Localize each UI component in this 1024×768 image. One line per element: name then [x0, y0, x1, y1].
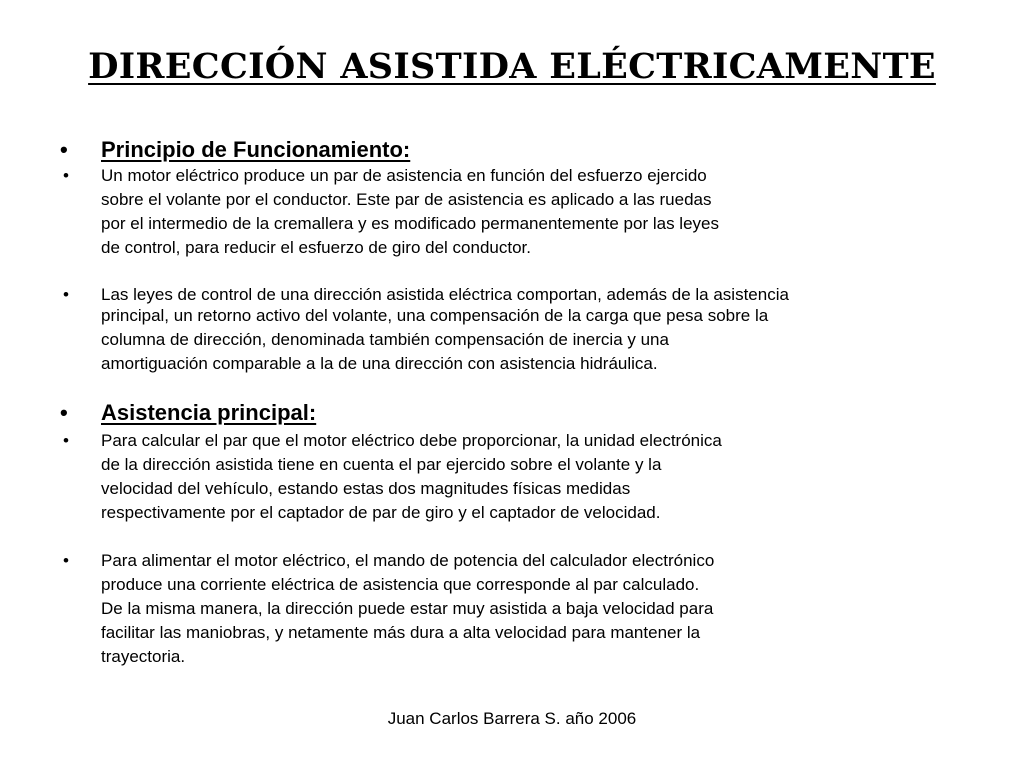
paragraph-line: principal, un retorno activo del volante, una compensación de la carga que pesa sobre la	[101, 306, 769, 325]
paragraph-line: por el intermedio de la cremallera y es modificado permanentemente por las leyes	[101, 214, 719, 233]
paragraph-line: facilitar las maniobras, y netamente más dura a alta velocidad para mantener la	[101, 623, 701, 642]
paragraph-line: respectivamente por el captador de par de giro y el captador de velocidad.	[101, 503, 661, 522]
paragraph-line: columna de dirección, denominada también compensación de inercia y una	[101, 330, 669, 349]
bullet-icon: •	[63, 551, 69, 570]
paragraph-line: de la dirección asistida tiene en cuenta el par ejercido sobre el volante y la	[101, 455, 662, 474]
paragraph-line: velocidad del vehículo, estando estas dos magnitudes físicas medidas	[101, 479, 631, 498]
paragraph-lines	[101, 429, 941, 525]
section-heading-label: Principio de Funcionamiento:	[101, 137, 411, 162]
paragraph-line: Un motor eléctrico produce un par de asistencia en función del esfuerzo ejercido	[101, 166, 707, 185]
paragraph-line: Para calcular el par que el motor eléctrico debe proporcionar, la unidad electrónica	[101, 431, 722, 450]
paragraph-line: de control, para reducir el esfuerzo de giro del conductor.	[101, 238, 531, 257]
paragraph-line: sobre el volante por el conductor. Este par de asistencia es aplicado a las ruedas	[101, 190, 712, 209]
paragraph-line: trayectoria.	[101, 647, 186, 666]
paragraph-line: produce una corriente eléctrica de asistencia que corresponde al par calculado.	[101, 575, 700, 594]
slide-title	[0, 44, 1024, 90]
footer-credit: Juan Carlos Barrera S. año 2006	[387, 709, 637, 728]
bullet-icon: •	[63, 285, 69, 304]
slide-title-text: DIRECCIÓN ASISTIDA ELÉCTRICAMENTE	[88, 46, 936, 87]
paragraph-line: Para alimentar el motor eléctrico, el mando de potencia del calculador electrónico	[101, 551, 715, 570]
bullet-icon: •	[63, 431, 69, 450]
paragraph-line: De la misma manera, la dirección puede estar muy asistida a baja velocidad para	[101, 599, 714, 618]
bullet-icon: •	[63, 166, 69, 185]
paragraph-line: Las leyes de control de una dirección asistida eléctrica comportan, además de la asistencia	[101, 285, 789, 304]
paragraph-lines	[101, 549, 941, 669]
paragraph-line: amortiguación comparable a la de una dirección con asistencia hidráulica.	[101, 354, 658, 373]
paragraph-lines	[101, 164, 941, 260]
paragraph-lines	[101, 283, 941, 376]
section-heading-label: Asistencia principal:	[101, 400, 317, 425]
bullet-icon: •	[60, 137, 68, 162]
bullet-icon: •	[60, 400, 68, 425]
